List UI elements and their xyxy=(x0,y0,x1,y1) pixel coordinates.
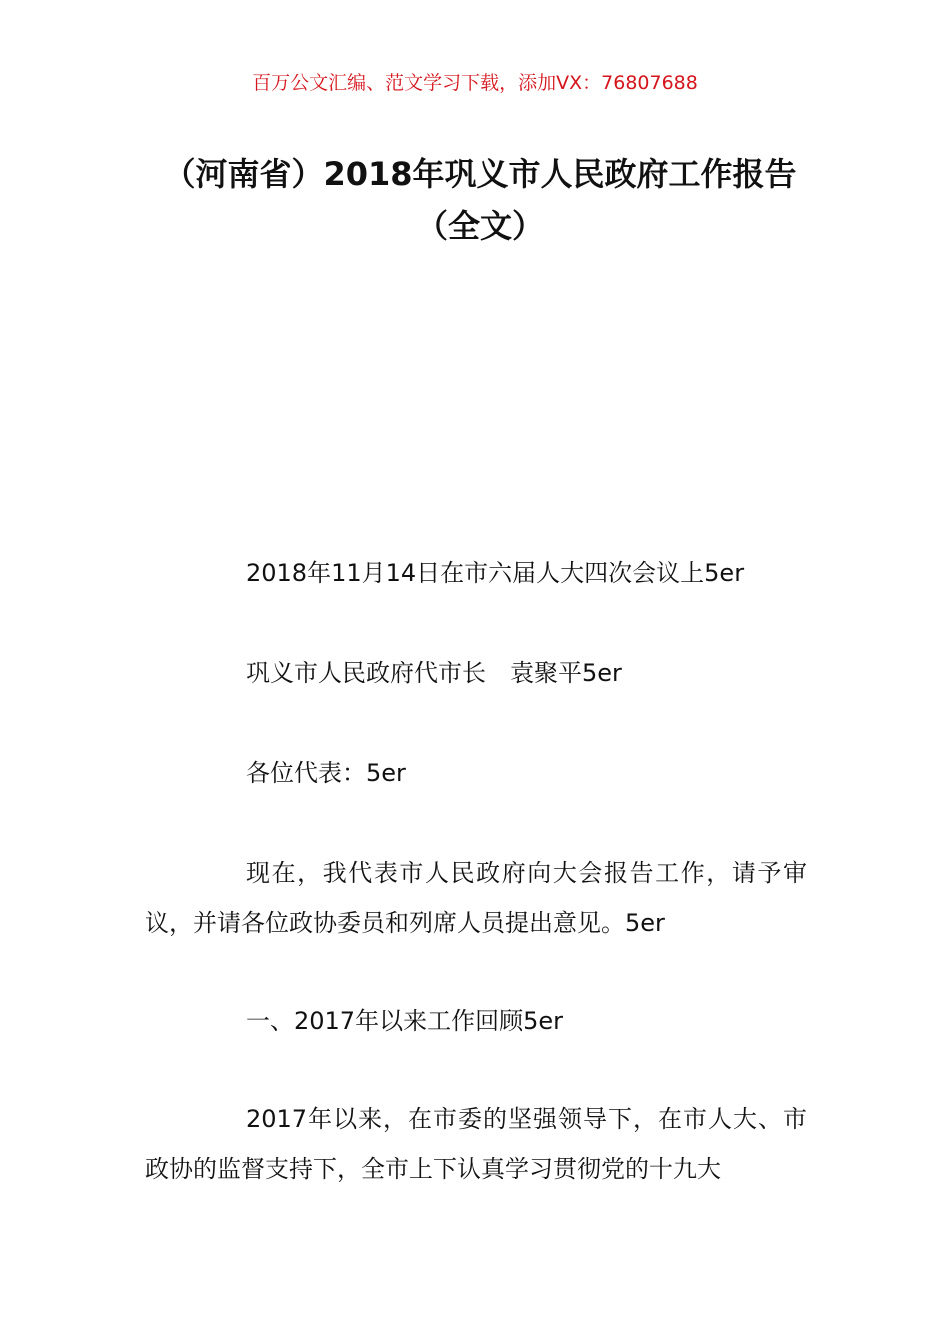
paragraph-speaker: 巩义市人民政府代市长 袁聚平5er xyxy=(246,659,622,687)
promo-header: 百万公文汇编、范文学习下载，添加VX：76807688 xyxy=(252,72,698,94)
paragraph-salutation: 各位代表：5er xyxy=(246,759,406,787)
paragraph-review: 2017年以来，在市委的坚强领导下，在市人大、市政协的监督支持下，全市上下认真学习贯彻党的十九大 xyxy=(145,1105,807,1183)
document-title: （河南省）2018年巩义市人民政府工作报告（全文） xyxy=(163,155,797,245)
paragraph-section-heading: 一、2017年以来工作回顾5er xyxy=(246,1007,563,1035)
paragraph-meeting-date: 2018年11月14日在市六届人大四次会议上5er xyxy=(246,559,745,587)
paragraph-intro: 现在，我代表市人民政府向大会报告工作，请予审议，并请各位政协委员和列席人员提出意见。5er xyxy=(145,859,807,937)
